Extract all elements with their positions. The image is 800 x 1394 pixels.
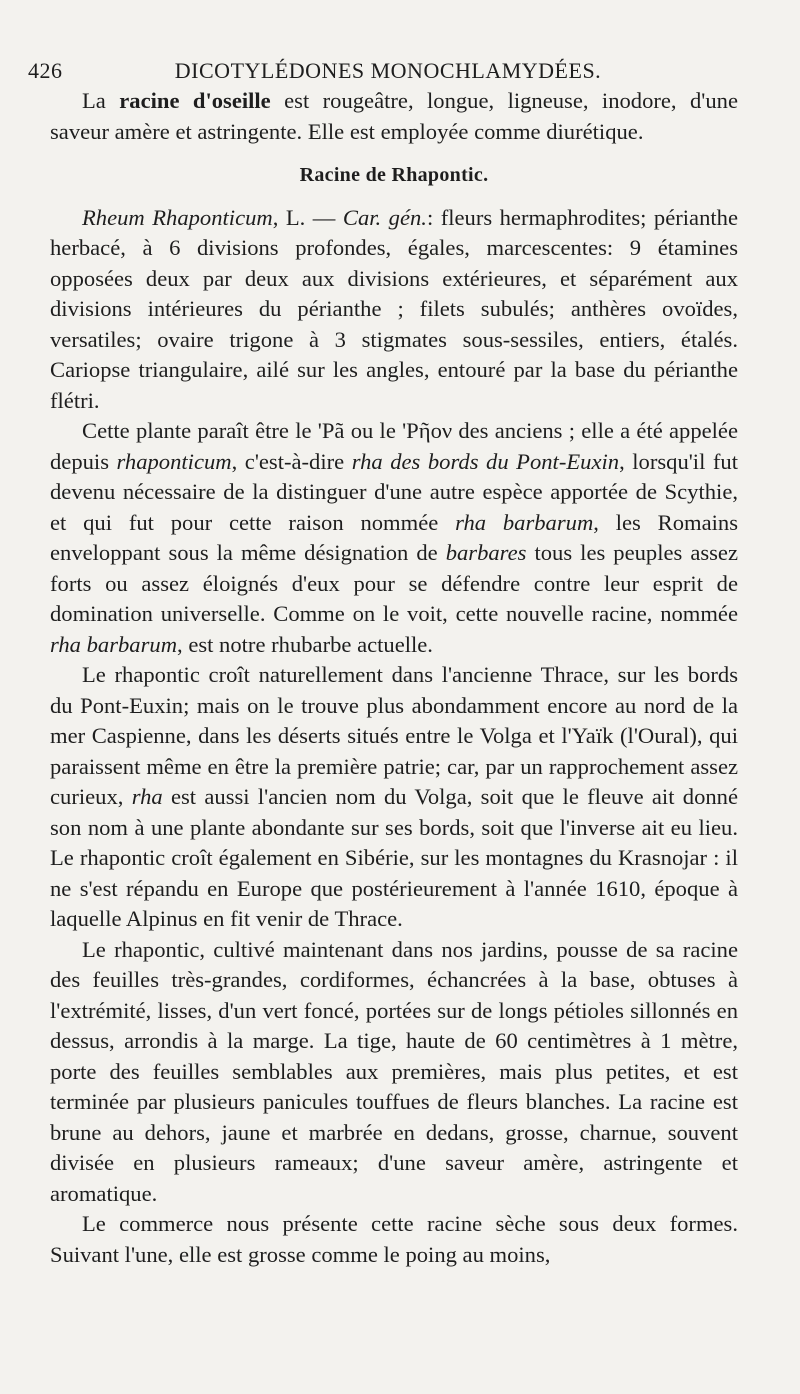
paragraph-commerce: Le commerce nous présente cette racine sèche sous deux formes. Suivant l'une, elle est grosse comme le poing au moins,	[50, 1211, 738, 1267]
running-title: DICOTYLÉDONES MONOCHLAMYDÉES.	[174, 58, 602, 83]
paragraph-description: Le rhapontic, cultivé maintenant dans nos jardins, pousse de sa racine des feuilles très-grandes, cordiformes, échancrées à la base, obtuses à l'extrémité, lisses, d'un vert foncé, portées sur de longs pétioles sillonnés en dessus, arrondis à la marge. La tige, haute de 60 centimètres à 1 mètre, porte des feuilles semblables aux premières, mais plus petites, et est terminée par plusieurs panicules touffues de fleurs blanches. La racine est brune au dehors, jaune et marbrée en dedans, grosse, charnue, souvent divisée en plusieurs rameaux; d'une saveur amère, astringente et aromatique.	[50, 936, 738, 1206]
page-number: 426	[28, 58, 63, 83]
paragraph-history: Cette plante paraît être le 'Pã ou le 'Pῆον des anciens ; elle a été appelée depuis rhaponticum, c'est-à-dire rha des bords du Pont-Euxin, lorsqu'il fut devenu nécessaire de la distinguer d'une autre espèce apportée de Scythie, et qui fut pour cette raison nommée rha barbarum, les Romains enveloppant sous la même désignation de barbares tous les peuples assez forts ou assez éloignés d'eux pour se défendre contre leur esprit de domination universelle. Comme on le voit, cette nouvelle racine, nommée rha barbarum, est notre rhubarbe actuelle.	[50, 418, 738, 657]
paragraph-oseille: La racine d'oseille est rougeâtre, longue, ligneuse, inodore, d'une saveur amère et astringente. Elle est employée comme diurétique.	[50, 88, 738, 144]
section-heading: Racine de Rhapontic.	[299, 164, 489, 186]
paragraph-characters: Rheum Rhaponticum, L. — Car. gén.: fleurs hermaphrodites; périanthe herbacé, à 6 divisions profondes, égales, marcescentes: 9 étamines opposées deux par deux aux divisions extérieures, et séparément aux divisions intérieures du périanthe ; filets subulés; anthères ovoïdes, versatiles; ovaire trigone à 3 stigmates sous-sessiles, entiers, étalés. Cariopse triangulaire, ailé sur les angles, entouré par la base du périanthe flétri.	[50, 204, 738, 413]
page-body	[50, 86, 738, 1270]
term-racine-oseille: racine d'oseille	[119, 88, 271, 113]
paragraph-habitat: Le rhapontic croît naturellement dans l'ancienne Thrace, sur les bords du Pont-Euxin; mais on le trouve plus abondamment encore au nord de la mer Caspienne, dans les déserts situés entre le Volga et l'Yaïk (l'Oural), qui paraissent même en être la première patrie; car, par un rapprochement assez curieux, rha est aussi l'ancien nom du Volga, soit que le fleuve ait donné son nom à une plante abondante sur ses bords, soit que l'inverse ait eu lieu. Le rhapontic croît également en Sibérie, sur les montagnes du Krasnojar : il ne s'est répandu en Europe que postérieurement à l'année 1610, époque à laquelle Alpinus en fit venir de Thrace.	[50, 662, 739, 931]
species-name: Rheum Rhaponticum	[82, 204, 273, 230]
car-gen: Car. gén.	[342, 204, 427, 230]
